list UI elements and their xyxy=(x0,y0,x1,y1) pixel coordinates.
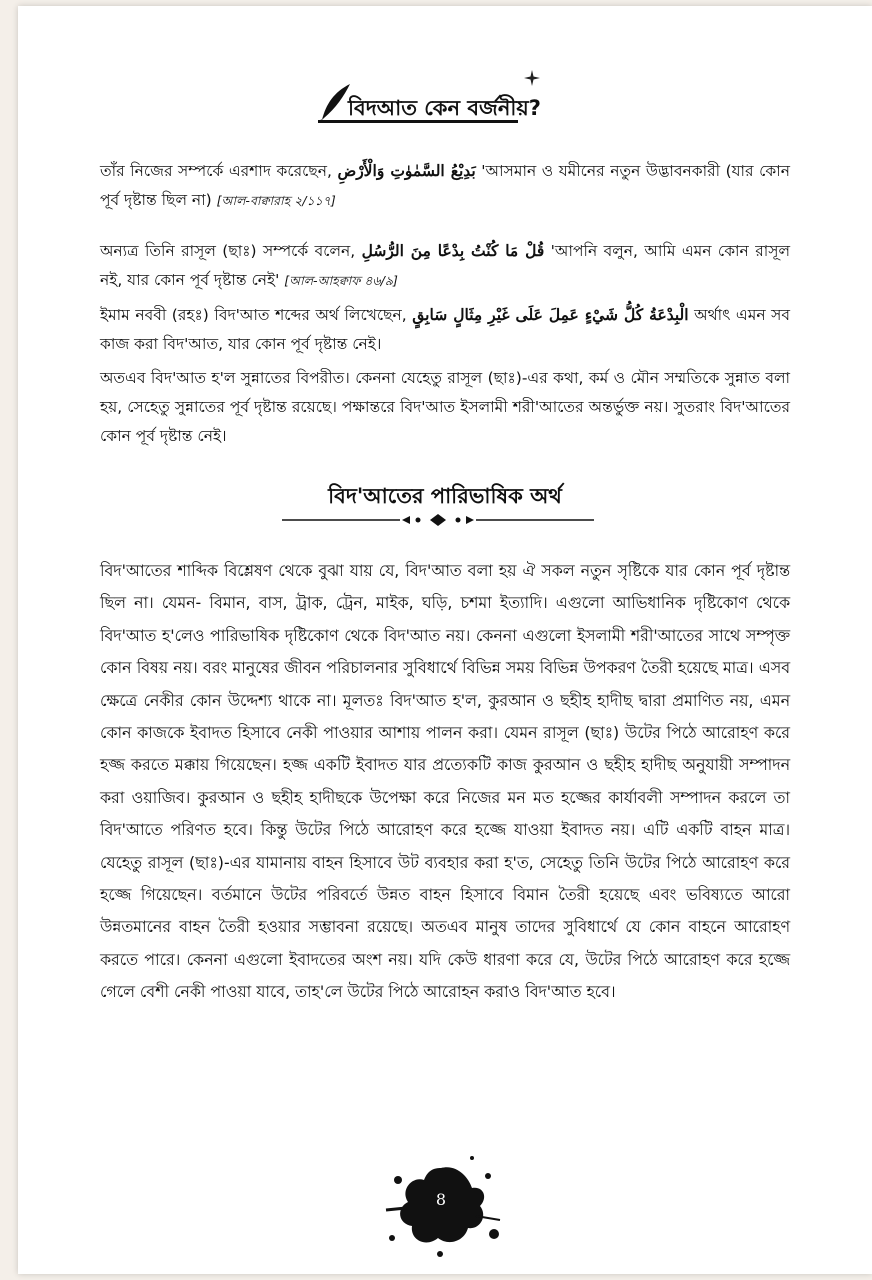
page-number: 8 xyxy=(435,1190,447,1209)
p1-text-b: 'আসমান ও যমীনের নতুন উদ্ভাবনকারী (যার কোন পূর্ব দৃষ্টান্ত ছিল না) xyxy=(100,162,790,209)
section-body: বিদ'আতের শাব্দিক বিশ্লেষণ থেকে বুঝা যায় যে, বিদ'আত বলা হয় ঐ সকল নতুন সৃষ্টিকে যার কোন পূর্ব দৃষ্টান্ত ছিল না। যেমন- বিমান, বাস, ট্রাক, ট্রেন, মাইক, ঘড়ি, চশমা ইত্যাদি। এগুলো আভিধানিক দৃষ্টিকোণ থেকে বিদ'আত হ'লেও পারিভাষিক দৃষ্টিকোণ থেকে বিদ'আত নয়। কেননা এগুলো ইসলামী শরী'আতের সাথে সম্পৃক্ত কোন বিষয় নয়। বরং মানুষের জীবন পরিচালনার সুবিধার্থে বিভিন্ন সময় বিভিন্ন উপকরণ তৈরী হয়েছে মাত্র। এসব ক্ষেত্রে নেকীর কোন উদ্দেশ্য থাকে না। মূলতঃ বিদ'আত হ'ল, কুরআন ও ছহীহ হাদীছ দ্বারা প্রমাণিত নয়, এমন কোন কাজকে ইবাদত হিসাবে নেকী পাওয়ার আশায় পালন করা। যেমন রাসূল (ছাঃ) উটের পিঠে আরোহণ করে হজ্জ করতে মক্কায় গিয়েছেন। হজ্জ একটি ইবাদত যার প্রত্যেকটি কাজ কুরআন ও ছহীহ হাদীছ অনুযায়ী সম্পাদন করা ওয়াজিব। কুরআন ও ছহীহ হাদীছকে উপেক্ষা করে নিজের মন মত হজ্জের কার্যাবলী সম্পাদন করলে তা বিদ'আতে পরিণত হবে। কিন্তু উটের পিঠে আরোহণ করে হজ্জে যাওয়া ইবাদত নয়। এটি একটি বাহন মাত্র। যেহেতু রাসূল (ছাঃ)-এর যামানায় বাহন হিসাবে উট ব্যবহার করা হ'ত, সেহেতু তিনি উটের পিঠে আরোহণ করে হজ্জে গিয়েছেন। বর্তমানে উটের পরিবর্তে উন্নত বাহন হিসাবে বিমান তৈরী হয়েছে এবং ভবিষ্যতে আরো উন্নতমানের বাহন তৈরী হওয়ার সম্ভাবনা রয়েছে। অতএব মানুষ তাদের সুবিধার্থে যে কোন বাহনে আরোহণ করতে পারে। কেননা এগুলো ইবাদতের অংশ নয়। যদি কেউ ধারণা করে যে, উটের পিঠে আরোহণ করে হজ্জে গেলে বেশী নেকী পাওয়া যাবে, তাহ'লে উটের পিঠে আরোহন করাও বিদ'আত হবে। xyxy=(100,561,790,1002)
p2-text-b: 'আপনি বলুন, আমি এমন কোন রাসূল নই, যার কোন পূর্ব দৃষ্টান্ত নেই' xyxy=(100,242,791,289)
paragraph-1 xyxy=(100,156,790,215)
p3-arabic-quote: الْبِدْعَةُ كُلُّ شَيْءٍ عَمِلَ عَلَى غَيْرِ مِثَالٍ سَابِقٍ xyxy=(412,305,689,324)
paragraph-4: অতএব বিদ'আত হ'ল সুন্নাতের বিপরীত। কেননা যেহেতু রাসূল (ছাঃ)-এর কথা, কর্ম ও মৌন সম্মতিকে সুন্নাত বলা হয়, সেহেতু সুন্নাতের পূর্ব দৃষ্টান্ত রয়েছে। পক্ষান্তরে বিদ'আত ইসলামী শরী'আতের অন্তর্ভুক্ত নয়। সুতরাং বিদ'আতের কোন পূর্ব দৃষ্টান্ত নেই। xyxy=(100,369,790,445)
running-header xyxy=(318,70,558,125)
p1-arabic-quote: بَدِيْعُ السَّمٰوٰتِ وَالْأَرْضِ xyxy=(337,161,476,180)
page-number-badge xyxy=(376,1150,506,1260)
p2-arabic-quote: قُلْ مَا كُنْتُ بِدْعًا مِنَ الرُّسُلِ xyxy=(361,241,545,260)
header-title: বিদআত কেন বর্জনীয়? xyxy=(348,96,541,120)
p3-text-b: অর্থাৎ এমন সব কাজ করা বিদ'আত, যার কোন পূর্ব দৃষ্টান্ত নেই। xyxy=(100,306,790,353)
section-heading: বিদ'আতের পারিভাষিক অর্থ xyxy=(328,484,562,508)
paragraph-2 xyxy=(100,236,790,295)
paragraph-3 xyxy=(100,300,790,359)
p3-text: ইমাম নববী (রহঃ) বিদ'আত শব্দের অর্থ লিখেছেন, xyxy=(100,306,407,324)
p2-citation: [আল-আহক্বাফ ৪৬/৯] xyxy=(284,273,398,288)
diamond-divider-icon xyxy=(282,513,594,527)
p2-text: অন্যত্র তিনি রাসূল (ছাঃ) সম্পর্কে বলেন, xyxy=(100,242,356,260)
star-flourish-icon xyxy=(524,70,540,86)
header-underline xyxy=(318,120,518,123)
quill-pen-icon xyxy=(318,82,352,122)
p1-text: তাঁর নিজের সম্পর্কে এরশাদ করেছেন, xyxy=(100,162,332,180)
p1-citation: [আল-বাক্বারাহ ২/১১৭] xyxy=(216,193,336,208)
